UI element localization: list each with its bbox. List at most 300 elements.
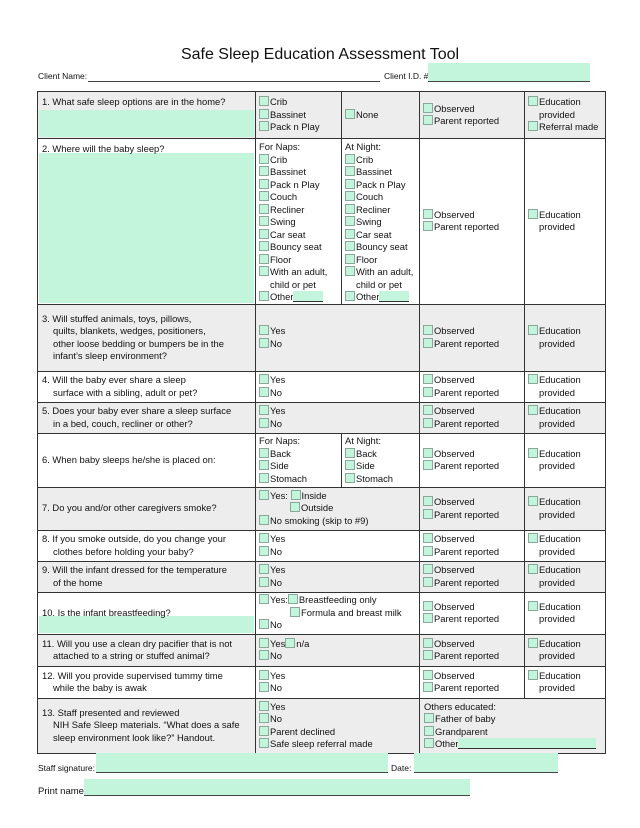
question-row-11 xyxy=(38,634,606,666)
question-text: infant’s sleep environment? xyxy=(53,350,167,361)
source-cell xyxy=(420,433,525,487)
checkbox[interactable] xyxy=(291,490,301,500)
option-label: Swing xyxy=(356,216,382,227)
checkbox[interactable] xyxy=(423,564,433,574)
observed-label: Observed xyxy=(434,102,475,114)
answer-fill[interactable] xyxy=(39,110,254,137)
checkbox[interactable] xyxy=(345,204,355,214)
option-label: None xyxy=(356,108,379,120)
yes-label: Yes xyxy=(270,533,286,544)
date-field[interactable] xyxy=(414,753,558,773)
checkbox[interactable] xyxy=(259,490,269,500)
option-label: Other xyxy=(356,291,380,302)
parent-declined-label: Parent declined xyxy=(270,725,336,737)
date-label: Date: xyxy=(391,763,412,773)
question-text: 7. Do you and/or other caregivers smoke? xyxy=(42,502,217,514)
options-cell xyxy=(256,666,420,698)
parent-reported-label: Parent reported xyxy=(434,337,500,349)
yes-label: Yes: xyxy=(270,489,288,501)
checkbox[interactable] xyxy=(423,670,433,680)
checkbox[interactable] xyxy=(259,738,269,748)
observed-label: Observed xyxy=(434,208,475,220)
checkbox[interactable] xyxy=(259,473,269,483)
client-name-field[interactable] xyxy=(88,71,380,82)
options-cell xyxy=(256,402,420,433)
education-cell xyxy=(525,371,606,402)
for-naps-label: For Naps: xyxy=(259,435,301,446)
checkbox[interactable] xyxy=(528,325,538,335)
at-night-label: At Night: xyxy=(345,435,381,446)
education-label: Education xyxy=(539,447,581,459)
checkbox[interactable] xyxy=(528,209,538,219)
checkbox[interactable] xyxy=(528,601,538,611)
source-cell xyxy=(420,402,525,433)
answer-fill[interactable] xyxy=(39,153,254,303)
question-cell xyxy=(38,530,256,561)
options-cell xyxy=(256,561,420,592)
checkbox[interactable] xyxy=(424,738,434,748)
checkbox[interactable] xyxy=(259,96,269,106)
yes-label: Yes xyxy=(270,637,286,649)
education-cell xyxy=(525,561,606,592)
checkbox[interactable] xyxy=(423,448,433,458)
checkbox[interactable] xyxy=(259,405,269,415)
print-name-field[interactable] xyxy=(84,779,470,796)
checkbox[interactable] xyxy=(423,613,433,623)
checkbox[interactable] xyxy=(345,179,355,189)
provided-label: provided xyxy=(539,337,575,349)
question-row-12 xyxy=(38,666,606,698)
option-label: child or pet xyxy=(270,278,316,290)
checkbox[interactable] xyxy=(259,533,269,543)
option-label: Floor xyxy=(270,253,292,265)
question-text: 1. What safe sleep options are in the home? xyxy=(42,96,226,107)
checkbox[interactable] xyxy=(259,650,269,660)
question-cell xyxy=(38,371,256,402)
option-label: Stomach xyxy=(356,472,393,484)
grandparent-label: Grandparent xyxy=(435,725,488,737)
education-label: Education xyxy=(539,325,581,336)
question-text: other loose bedding or bumpers be in the xyxy=(53,337,224,349)
no-label: No xyxy=(270,545,282,557)
checkbox[interactable] xyxy=(259,109,269,119)
checkbox[interactable] xyxy=(259,594,269,604)
checkbox[interactable] xyxy=(528,496,538,506)
no-label: No xyxy=(270,713,282,724)
question-row-8 xyxy=(38,530,606,561)
provided-label: provided xyxy=(539,386,575,398)
checkbox[interactable] xyxy=(259,325,269,335)
na-label: n/a xyxy=(296,637,310,649)
observed-label: Observed xyxy=(434,533,475,544)
checkbox[interactable] xyxy=(345,154,355,164)
answer-fill[interactable] xyxy=(39,616,254,633)
option-label: Pack n Play xyxy=(356,178,406,190)
question-text: attached to a string or stuffed animal? xyxy=(53,650,210,661)
no-label: No xyxy=(270,417,282,429)
checkbox[interactable] xyxy=(423,338,433,348)
checkbox[interactable] xyxy=(424,713,434,723)
checkbox[interactable] xyxy=(259,515,269,525)
question-text: 8. If you smoke outside, do you change your xyxy=(42,533,226,544)
option-label: With an adult, xyxy=(270,266,328,277)
night-options-cell xyxy=(342,139,420,305)
checkbox[interactable] xyxy=(423,387,433,397)
checkbox[interactable] xyxy=(345,473,355,483)
provided-label: provided xyxy=(539,108,575,120)
father-label: Father of baby xyxy=(435,713,496,724)
option-label: Swing xyxy=(270,216,296,227)
checkbox[interactable] xyxy=(259,418,269,428)
question-cell xyxy=(38,698,256,753)
checkbox[interactable] xyxy=(424,726,434,736)
question-text: quilts, blankets, wedges, positioners, xyxy=(53,325,206,336)
checkbox[interactable] xyxy=(259,577,269,587)
question-text: 3. Will stuffed animals, toys, pillows, xyxy=(42,312,192,324)
parent-reported-label: Parent reported xyxy=(434,650,500,661)
education-label: Education xyxy=(539,496,581,507)
bf-only-label: Breastfeeding only xyxy=(298,594,377,606)
option-label: Back xyxy=(356,447,377,459)
checkbox[interactable] xyxy=(259,726,269,736)
checkbox[interactable] xyxy=(259,460,269,470)
option-label: Other xyxy=(270,291,294,302)
others-educated-cell xyxy=(420,698,606,753)
yes-label: Yes xyxy=(270,669,286,681)
checkbox[interactable] xyxy=(528,448,538,458)
checkbox[interactable] xyxy=(259,619,269,629)
question-row-10 xyxy=(38,592,606,634)
question-text: 12. Will you provide supervised tummy time xyxy=(42,669,223,681)
checkbox[interactable] xyxy=(423,650,433,660)
referral-label: Safe sleep referral made xyxy=(270,738,373,749)
checkbox[interactable] xyxy=(345,109,355,119)
naps-options-cell xyxy=(256,139,342,305)
question-row-7 xyxy=(38,487,606,530)
question-cell xyxy=(38,592,256,634)
client-id-field[interactable] xyxy=(428,63,590,82)
question-text: 9. Will the infant dressed for the temperature xyxy=(42,564,227,575)
print-name-label: Print name xyxy=(38,786,84,797)
checkbox[interactable] xyxy=(528,670,538,680)
checkbox[interactable] xyxy=(285,638,295,648)
yes-label: Yes: xyxy=(270,594,288,606)
checkbox[interactable] xyxy=(259,291,269,301)
question-cell xyxy=(38,92,256,139)
checkbox[interactable] xyxy=(345,460,355,470)
checkbox[interactable] xyxy=(528,533,538,543)
source-cell xyxy=(420,371,525,402)
option-label: Crib xyxy=(356,153,374,165)
parent-reported-label: Parent reported xyxy=(434,682,500,693)
parent-reported-label: Parent reported xyxy=(434,115,500,126)
checkbox[interactable] xyxy=(345,448,355,458)
source-cell xyxy=(420,634,525,666)
source-cell xyxy=(420,666,525,698)
question-text: NIH Safe Sleep materials. “What does a safe xyxy=(53,719,240,731)
options-cell xyxy=(256,371,420,402)
source-cell xyxy=(420,530,525,561)
options-cell xyxy=(256,304,420,371)
question-text: 2. Where will the baby sleep? xyxy=(42,143,165,154)
checkbox[interactable] xyxy=(259,191,269,201)
checkbox[interactable] xyxy=(259,266,269,276)
checkbox[interactable] xyxy=(259,670,269,680)
checkbox[interactable] xyxy=(423,601,433,611)
education-cell xyxy=(525,304,606,371)
question-text: clothes before holding your baby? xyxy=(53,545,194,557)
parent-reported-label: Parent reported xyxy=(434,545,500,557)
question-text: 13. Staff presented and reviewed xyxy=(42,706,180,718)
source-cell xyxy=(420,592,525,634)
option-label: With an adult, xyxy=(356,266,414,277)
outside-label: Outside xyxy=(301,502,334,514)
options-cell xyxy=(256,698,420,753)
option-label: Crib xyxy=(270,96,288,108)
yes-label: Yes xyxy=(270,405,286,416)
checkbox[interactable] xyxy=(259,546,269,556)
checkbox[interactable] xyxy=(423,546,433,556)
option-label: Stomach xyxy=(270,472,307,484)
education-cell xyxy=(525,666,606,698)
checkbox[interactable] xyxy=(528,96,538,106)
checkbox[interactable] xyxy=(259,701,269,711)
parent-reported-label: Parent reported xyxy=(434,613,500,624)
option-label: Recliner xyxy=(356,203,391,215)
education-cell xyxy=(525,402,606,433)
observed-label: Observed xyxy=(434,405,475,416)
option-label: Couch xyxy=(270,191,298,202)
source-cell xyxy=(420,139,525,305)
question-text: 6. When baby sleeps he/she is placed on: xyxy=(42,453,216,465)
staff-signature-label: Staff signature: xyxy=(38,763,96,773)
education-cell xyxy=(525,92,606,139)
checkbox[interactable] xyxy=(423,533,433,543)
yes-label: Yes xyxy=(270,564,286,575)
question-cell xyxy=(38,634,256,666)
checkbox[interactable] xyxy=(259,448,269,458)
provided-label: provided xyxy=(539,682,575,693)
education-label: Education xyxy=(539,669,581,681)
options-cell xyxy=(256,592,420,634)
question-cell xyxy=(38,666,256,698)
question-cell xyxy=(38,139,256,305)
option-label: Bouncy seat xyxy=(356,241,408,252)
checkbox[interactable] xyxy=(259,121,269,131)
question-row-6 xyxy=(38,433,606,487)
client-info-row xyxy=(38,69,598,83)
checkbox[interactable] xyxy=(423,221,433,231)
checkbox[interactable] xyxy=(423,509,433,519)
checkbox[interactable] xyxy=(259,241,269,251)
checkbox[interactable] xyxy=(259,216,269,226)
question-text: 11. Will you use a clean dry pacifier that is not xyxy=(42,637,233,649)
education-cell xyxy=(525,433,606,487)
provided-label: provided xyxy=(539,221,575,233)
checkbox[interactable] xyxy=(259,229,269,239)
no-label: No xyxy=(270,682,282,693)
checkbox[interactable] xyxy=(259,713,269,723)
observed-label: Observed xyxy=(434,637,475,649)
checkbox[interactable] xyxy=(259,387,269,397)
assessment-table xyxy=(37,91,606,754)
no-label: No xyxy=(270,576,282,588)
checkbox[interactable] xyxy=(288,594,298,604)
option-label: Couch xyxy=(356,191,384,202)
option-label: Floor xyxy=(356,253,378,265)
option-label: Bassinet xyxy=(270,108,306,120)
checkbox[interactable] xyxy=(423,325,433,335)
yes-label: Yes xyxy=(270,325,286,336)
option-label: Crib xyxy=(270,153,288,165)
form-title: Safe Sleep Education Assessment Tool xyxy=(180,46,460,63)
checkbox[interactable] xyxy=(259,638,269,648)
parent-reported-label: Parent reported xyxy=(434,221,500,233)
referral-label: Referral made xyxy=(539,121,599,133)
education-cell xyxy=(525,592,606,634)
naps-options-cell xyxy=(256,433,342,487)
checkbox[interactable] xyxy=(345,229,355,239)
checkbox[interactable] xyxy=(345,291,355,301)
checkbox[interactable] xyxy=(345,254,355,264)
checkbox[interactable] xyxy=(290,502,300,512)
provided-label: provided xyxy=(539,576,575,588)
checkbox[interactable] xyxy=(423,418,433,428)
option-label: Car seat xyxy=(270,228,306,240)
no-label: No xyxy=(270,337,282,349)
checkbox[interactable] xyxy=(290,607,300,617)
parent-reported-label: Parent reported xyxy=(434,460,500,471)
client-id-label: Client I.D. # xyxy=(384,71,429,81)
option-label: Bassinet xyxy=(270,166,306,177)
checkbox[interactable] xyxy=(423,638,433,648)
question-text: 5. Does your baby ever share a sleep surface xyxy=(42,405,232,416)
formula-label: Formula and breast milk xyxy=(301,606,402,618)
checkbox[interactable] xyxy=(528,121,538,131)
checkbox[interactable] xyxy=(345,191,355,201)
checkbox[interactable] xyxy=(259,204,269,214)
option-label: Side xyxy=(356,460,375,471)
provided-label: provided xyxy=(539,417,575,429)
checkbox[interactable] xyxy=(259,374,269,384)
checkbox[interactable] xyxy=(423,577,433,587)
options-cell xyxy=(256,530,420,561)
question-text: of the home xyxy=(53,576,103,588)
education-label: Education xyxy=(539,374,581,385)
question-row-5 xyxy=(38,402,606,433)
for-naps-label: For Naps: xyxy=(259,141,301,152)
checkbox[interactable] xyxy=(259,682,269,692)
checkbox[interactable] xyxy=(259,338,269,348)
question-row-13 xyxy=(38,698,606,753)
question-text: in a bed, couch, recliner or other? xyxy=(53,417,193,429)
education-cell xyxy=(525,530,606,561)
source-cell xyxy=(420,92,525,139)
night-options-cell xyxy=(342,433,420,487)
observed-label: Observed xyxy=(434,447,475,459)
provided-label: provided xyxy=(539,508,575,520)
no-label: No xyxy=(270,386,282,398)
checkbox[interactable] xyxy=(345,166,355,176)
yes-label: Yes xyxy=(270,374,286,385)
question-row-2 xyxy=(38,139,606,305)
checkbox[interactable] xyxy=(528,564,538,574)
checkbox[interactable] xyxy=(345,241,355,251)
question-text: while the baby is awak xyxy=(53,682,147,693)
checkbox[interactable] xyxy=(423,209,433,219)
education-label: Education xyxy=(539,637,581,649)
no-label: No xyxy=(270,650,282,661)
options-cell xyxy=(256,92,342,139)
source-cell xyxy=(420,487,525,530)
option-label: Bassinet xyxy=(356,166,392,177)
other-fill[interactable] xyxy=(379,291,409,302)
checkbox[interactable] xyxy=(423,682,433,692)
education-label: Education xyxy=(539,208,581,220)
options-cell xyxy=(342,92,420,139)
question-text: surface with a sibling, adult or pet? xyxy=(53,386,198,398)
observed-label: Observed xyxy=(434,325,475,336)
question-row-4 xyxy=(38,371,606,402)
checkbox[interactable] xyxy=(528,374,538,384)
other-fill[interactable] xyxy=(293,291,323,302)
checkbox[interactable] xyxy=(259,166,269,176)
question-text: 4. Will the baby ever share a sleep xyxy=(42,374,186,385)
education-cell xyxy=(525,634,606,666)
question-text: sleep environment look like?” Handout. xyxy=(53,731,216,743)
education-label: Education xyxy=(539,405,581,416)
checkbox[interactable] xyxy=(259,254,269,264)
source-cell xyxy=(420,561,525,592)
checkbox[interactable] xyxy=(423,496,433,506)
checkbox[interactable] xyxy=(345,266,355,276)
option-label: Car seat xyxy=(356,228,392,240)
checkbox[interactable] xyxy=(259,154,269,164)
checkbox[interactable] xyxy=(259,564,269,574)
checkbox[interactable] xyxy=(345,216,355,226)
checkbox[interactable] xyxy=(423,405,433,415)
question-cell xyxy=(38,304,256,371)
others-educated-label: Others educated: xyxy=(424,700,496,712)
checkbox[interactable] xyxy=(259,179,269,189)
observed-label: Observed xyxy=(434,600,475,612)
other-fill[interactable] xyxy=(458,738,596,749)
question-row-3 xyxy=(38,304,606,371)
client-name-label: Client Name: xyxy=(38,71,88,81)
checkbox[interactable] xyxy=(528,405,538,415)
checkbox[interactable] xyxy=(528,638,538,648)
question-row-9 xyxy=(38,561,606,592)
parent-reported-label: Parent reported xyxy=(434,386,500,398)
question-cell xyxy=(38,433,256,487)
education-cell xyxy=(525,139,606,305)
source-cell xyxy=(420,304,525,371)
provided-label: provided xyxy=(539,545,575,557)
parent-reported-label: Parent reported xyxy=(434,417,500,429)
observed-label: Observed xyxy=(434,669,475,681)
checkbox[interactable] xyxy=(423,460,433,470)
question-row-1 xyxy=(38,92,606,139)
education-label: Education xyxy=(539,600,581,612)
checkbox[interactable] xyxy=(423,374,433,384)
checkbox[interactable] xyxy=(423,115,433,125)
options-cell xyxy=(256,634,420,666)
staff-signature-field[interactable] xyxy=(96,753,388,773)
options-cell xyxy=(256,487,420,530)
question-cell xyxy=(38,487,256,530)
checkbox[interactable] xyxy=(423,103,433,113)
option-label: child or pet xyxy=(356,278,402,290)
